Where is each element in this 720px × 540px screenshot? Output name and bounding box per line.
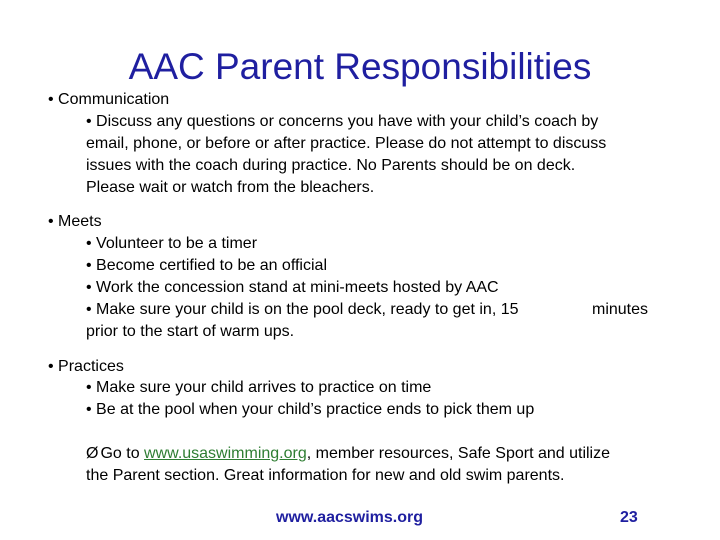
note-prefix: Go to bbox=[100, 445, 145, 462]
communication-line-2: email, phone, or before or after practice. Please do not attempt to discuss bbox=[86, 135, 607, 152]
communication-line-4: Please wait or watch from the bleachers. bbox=[86, 179, 375, 196]
meets-item-pool-deck-minutes: minutes bbox=[592, 301, 649, 318]
meets-item-pool-deck: • Make sure your child is on the pool deck, ready to get in, 15 bbox=[86, 301, 519, 318]
practices-item-on-time: • Make sure your child arrives to practice on time bbox=[86, 379, 432, 396]
meets-item-official: • Become certified to be an official bbox=[86, 257, 327, 274]
page-number: 23 bbox=[620, 509, 638, 526]
arrow-bullet-icon: Ø bbox=[86, 445, 99, 462]
practices-heading: • Practices bbox=[48, 358, 124, 375]
note-line-1-rest: , member resources, Safe Sport and utilize bbox=[306, 445, 610, 462]
usaswimming-link[interactable]: www.usaswimming.org bbox=[144, 445, 307, 462]
note-line-1 bbox=[86, 443, 610, 465]
meets-item-timer: • Volunteer to be a timer bbox=[86, 235, 258, 252]
meets-heading: • Meets bbox=[48, 213, 102, 230]
slide-title: AAC Parent Responsibilities bbox=[128, 46, 592, 87]
note-line-2: the Parent section. Great information for new and old swim parents. bbox=[86, 467, 565, 484]
communication-line-1: • Discuss any questions or concerns you have with your child’s coach by bbox=[86, 113, 599, 130]
meets-item-concession: • Work the concession stand at mini-meets hosted by AAC bbox=[86, 279, 499, 296]
communication-line-3: issues with the coach during practice. No Parents should be on deck. bbox=[86, 157, 576, 174]
footer-url: www.aacswims.org bbox=[276, 509, 424, 526]
communication-heading: • Communication bbox=[48, 91, 170, 108]
practices-item-pickup: • Be at the pool when your child’s practice ends to pick them up bbox=[86, 401, 535, 418]
meets-item-pool-deck-cont: prior to the start of warm ups. bbox=[86, 323, 295, 340]
